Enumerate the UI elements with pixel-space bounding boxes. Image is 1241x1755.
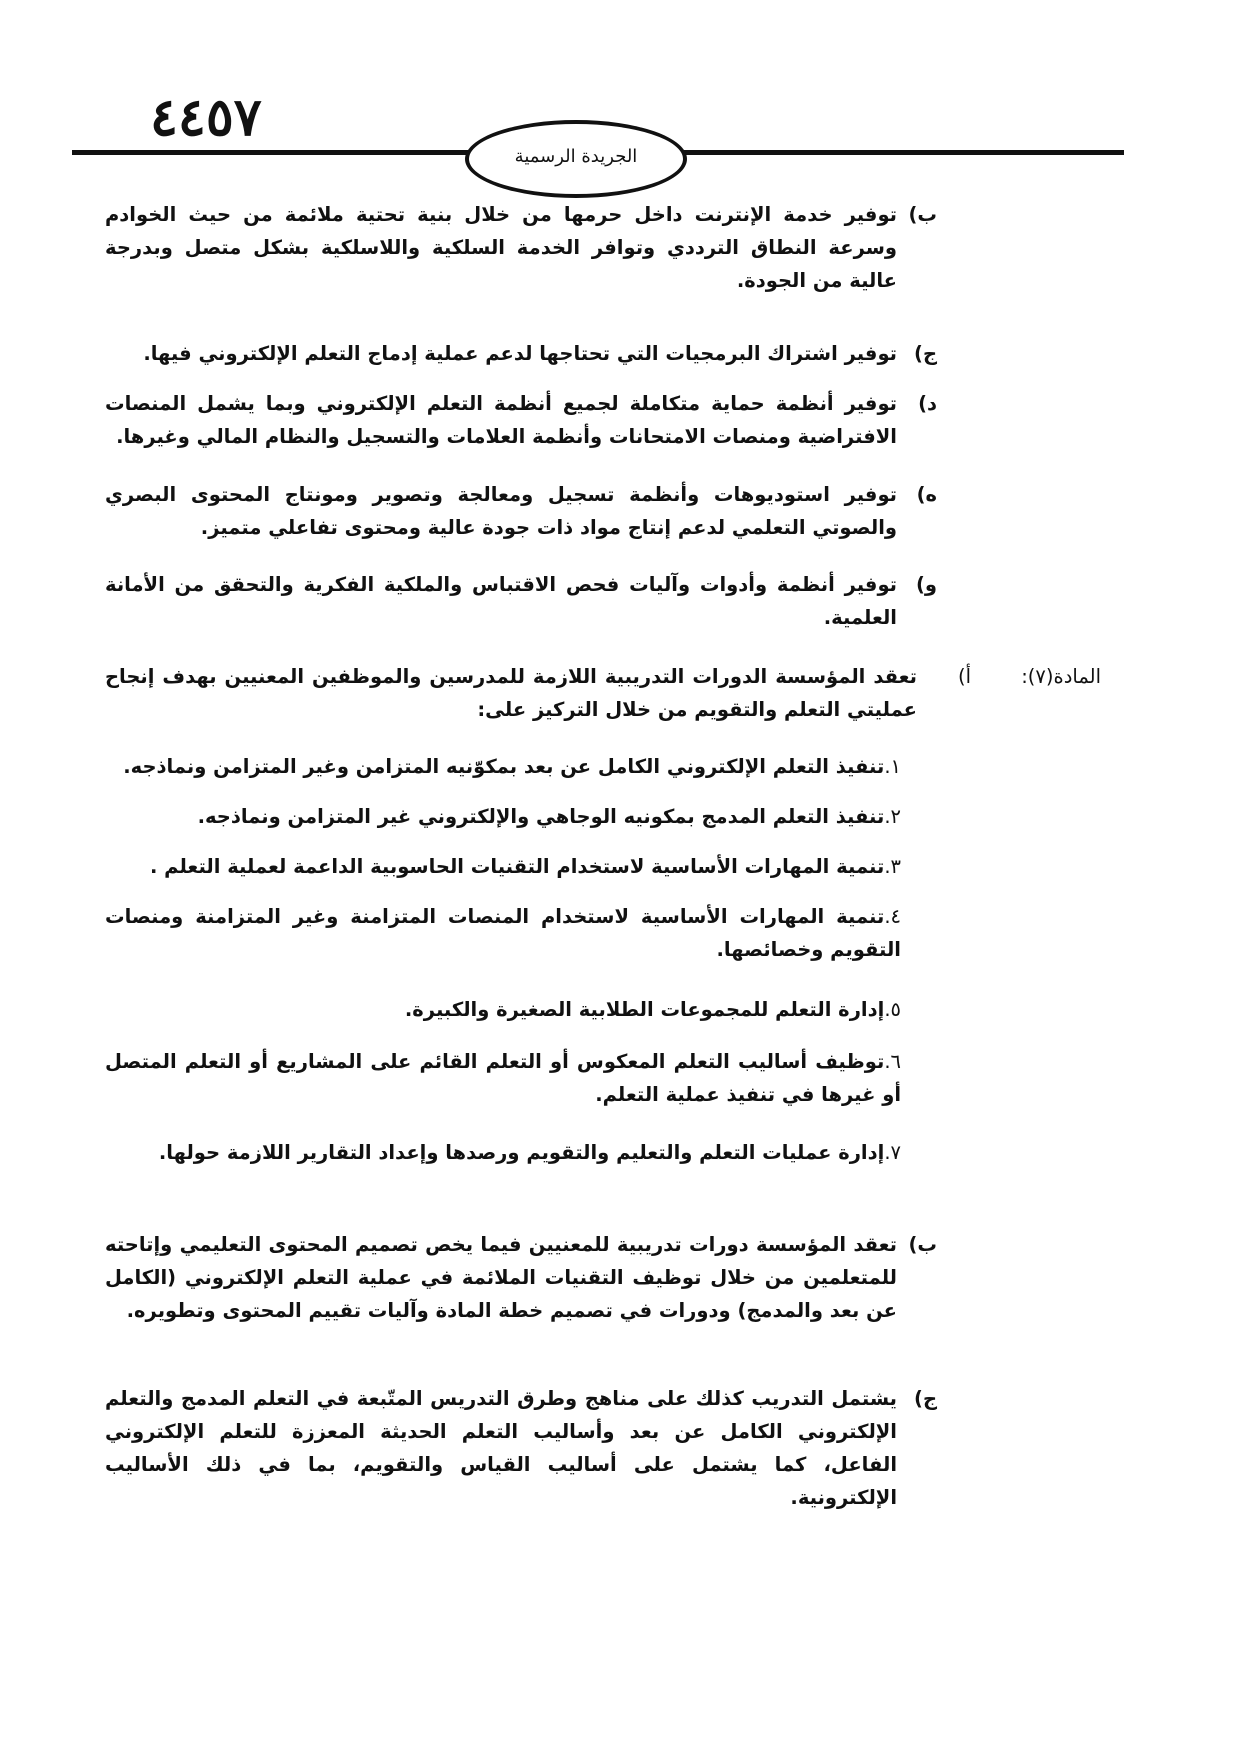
item-ba xyxy=(105,198,937,297)
numbered-text: تنمية المهارات الأساسية لاستخدام التقنيات الحاسوبية الداعمة لعملية التعلم . xyxy=(149,855,885,878)
numbered-item-6 xyxy=(105,1045,901,1111)
item-jeem-2 xyxy=(105,1382,937,1514)
masthead-title: الجريدة الرسمية xyxy=(514,145,638,167)
masthead-oval xyxy=(465,120,687,198)
item-text: توفير اشتراك البرمجيات التي تحتاجها لدعم عملية إدماج التعلم الإلكتروني فيها. xyxy=(143,342,897,365)
item-text: توفير أنظمة حماية متكاملة لجميع أنظمة التعلم الإلكتروني وبما يشمل المنصات الافتراضية ومنصات الامتحانات وأنظمة العلامات والتسجيل والنظام المالي وغيرها. xyxy=(105,392,897,448)
numbered-text: تنمية المهارات الأساسية لاستخدام المنصات المتزامنة وغير المتزامنة ومنصات التقويم وخصائصها. xyxy=(105,905,901,961)
item-text: تعقد المؤسسة دورات تدريبية للمعنيين فيما يخص تصميم المحتوى التعليمي وإتاحته للمتعلمين من خلال توظيف التقنيات الملائمة في عملية التعلم الإلكتروني (الكامل عن بعد والمدمج) ودورات في تصميم خطة المادة وآليات تقييم المحتوى وتطويره. xyxy=(105,1233,897,1322)
numbered-text: توظيف أساليب التعلم المعكوس أو التعلم القائم على المشاريع أو التعلم المتصل أو غيرها في تنفيذ عملية التعلم. xyxy=(105,1050,901,1106)
article-intro xyxy=(105,660,917,726)
item-text: يشتمل التدريب كذلك على مناهج وطرق التدريس المتّبعة في التعلم المدمج والتعلم الإلكتروني الكامل عن بعد وأساليب التعلم الحديثة المعززة للتعلم الإلكتروني الفاعل، كما يشتمل على أساليب القياس والتقويم، بما في ذلك الأساليب الإلكترونية. xyxy=(105,1387,897,1509)
article-letter: أ) xyxy=(957,665,971,688)
item-waw xyxy=(105,568,937,634)
numbered-marker: ٤. xyxy=(884,905,901,928)
numbered-marker: ٢. xyxy=(884,805,901,828)
numbered-item-2 xyxy=(105,800,901,833)
numbered-text: إدارة التعلم للمجموعات الطلابية الصغيرة والكبيرة. xyxy=(404,998,885,1021)
item-ba-2 xyxy=(105,1228,937,1327)
numbered-marker: ١. xyxy=(884,755,901,778)
item-jeem xyxy=(105,337,937,370)
numbered-marker: ٦. xyxy=(884,1050,901,1073)
numbered-marker: ٧. xyxy=(884,1141,901,1164)
numbered-text: تنفيذ التعلم الإلكتروني الكامل عن بعد بمكوّنيه المتزامن وغير المتزامن ونماذجه. xyxy=(123,755,885,778)
item-ha xyxy=(105,478,937,544)
item-marker: د) xyxy=(918,392,937,415)
item-marker: ب) xyxy=(908,203,937,226)
item-text: توفير خدمة الإنترنت داخل حرمها من خلال بنية تحتية ملائمة من حيث الخوادم وسرعة النطاق الترددي وتوافر الخدمة السلكية واللاسلكية بشكل متصل وبدرجة عالية من الجودة. xyxy=(105,203,897,292)
numbered-marker: ٣. xyxy=(884,855,901,878)
item-dal xyxy=(105,387,937,453)
item-marker: ج) xyxy=(914,1387,937,1410)
numbered-item-5 xyxy=(105,993,901,1026)
item-marker: ب) xyxy=(908,1233,937,1256)
item-text: توفير أنظمة وأدوات وآليات فحص الاقتباس والملكية الفكرية والتحقق من الأمانة العلمية. xyxy=(105,573,897,629)
item-text: توفير استوديوهات وأنظمة تسجيل ومعالجة وتصوير ومونتاج المحتوى البصري والصوتي التعلمي لدعم إنتاج مواد ذات جودة عالية ومحتوى تفاعلي متميز. xyxy=(105,483,897,539)
item-marker: ه) xyxy=(916,483,937,506)
numbered-item-7 xyxy=(105,1136,901,1169)
numbered-item-3 xyxy=(105,850,901,883)
numbered-text: إدارة عمليات التعلم والتعليم والتقويم ورصدها وإعداد التقارير اللازمة حولها. xyxy=(158,1141,885,1164)
page-number: ٤٤٥٧ xyxy=(150,87,262,148)
article-label: المادة(٧): xyxy=(1021,665,1101,688)
item-marker: و) xyxy=(915,573,937,596)
item-marker: ج) xyxy=(914,342,937,365)
numbered-item-4 xyxy=(105,900,901,966)
article-intro-text: تعقد المؤسسة الدورات التدريبية اللازمة للمدرسين والموظفين المعنيين بهدف إنجاح عمليتي التعلم والتقويم من خلال التركيز على: xyxy=(105,665,917,721)
numbered-text: تنفيذ التعلم المدمج بمكونيه الوجاهي والإلكتروني غير المتزامن ونماذجه. xyxy=(197,805,885,828)
numbered-marker: ٥. xyxy=(884,998,901,1021)
numbered-item-1 xyxy=(105,750,901,783)
